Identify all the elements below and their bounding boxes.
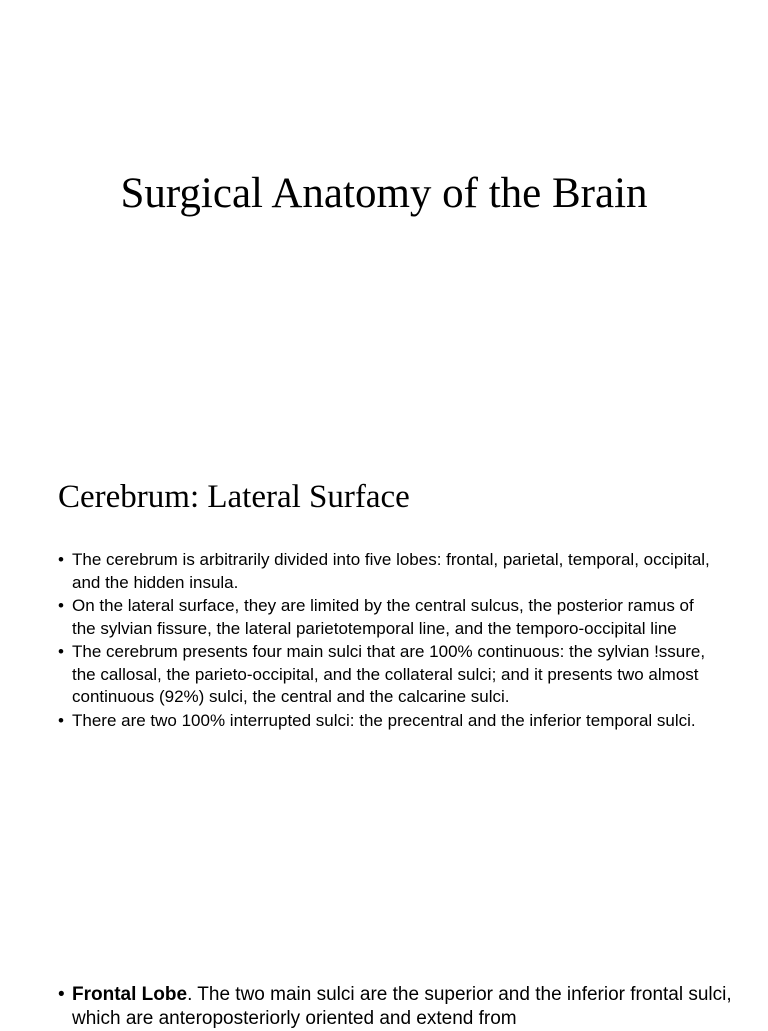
bullet-icon: • [58, 984, 65, 1005]
slide-title: Surgical Anatomy of the Brain [120, 170, 648, 217]
bullet-icon: • [58, 642, 64, 661]
bullet-text: There are two 100% interrupted sulci: the precentral and the inferior temporal sulci. [72, 710, 696, 730]
bullet-icon: • [58, 596, 64, 615]
bullet-icon: • [58, 710, 64, 730]
list-item [58, 641, 718, 709]
frontal-lobe-label: Frontal Lobe [72, 984, 188, 1005]
bullet-list [58, 549, 718, 733]
bullet-icon: • [58, 550, 64, 569]
list-item [58, 549, 718, 594]
list-item [58, 595, 718, 640]
section-heading: Cerebrum: Lateral Surface [58, 479, 410, 515]
bullet-text: The cerebrum presents four main sulci that are 100% continuous: the sylvian !ssure, the callosal, the parieto-occipital, and the collateral sulci; and it presents two almost continuous (92%) sulci, the central and the calcarine sulci. [72, 642, 706, 706]
frontal-lobe-text: . The two main sulci are the superior and the inferior frontal sulci, which are anteroposteriorly oriented and extend from [72, 984, 732, 1029]
bullet-text: On the lateral surface, they are limited by the central sulcus, the posterior ramus of the sylvian fissure, the lateral parietotemporal line, and the temporo-occipital line [72, 596, 694, 638]
list-item [58, 710, 718, 733]
bullet-text: The cerebrum is arbitrarily divided into five lobes: frontal, parietal, temporal, occipital, and the hidden insula. [72, 550, 710, 592]
